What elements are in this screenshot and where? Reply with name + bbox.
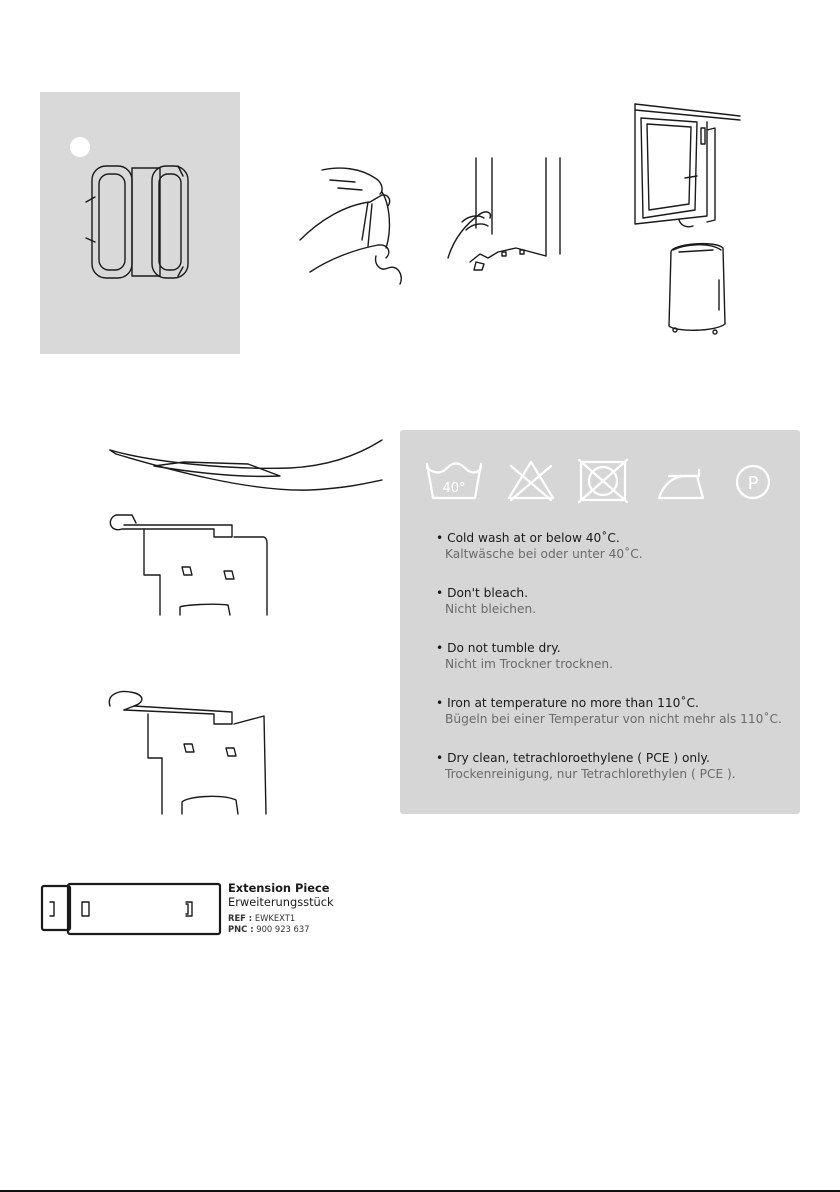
adapter-left-ring [92,166,132,278]
extension-subtitle: Erweiterungsstück [228,895,334,909]
ac-unit-wheel-2 [713,330,717,334]
bracket-1-left-edge [144,529,160,615]
no-bleach-icon [509,462,553,500]
care-item-dry-clean [436,750,786,782]
bracket-hole-2 [520,250,524,254]
bracket-1-hole-b [224,571,234,579]
ac-unit-wheel-1 [673,328,677,332]
iron-handle [669,470,699,476]
care-item-de: Nicht bleichen. [445,602,537,616]
bracket-2-slot [182,796,238,814]
bracket-1-hole-a [182,567,192,575]
seal-adapter-panel [40,92,240,354]
bracket-2-hook [109,692,142,710]
ac-unit-panel [679,250,713,252]
care-item-en: • Don't bleach. [436,586,529,600]
extension-ref-value: EWKEXT1 [254,913,296,923]
iron-body [659,476,703,498]
adapter-left-inner [99,174,125,270]
foam-seal-strip-illustration [110,432,385,494]
extension-ref-label: REF : [228,913,253,923]
seal-adapter-illustration [40,92,240,354]
adapter-right-inner [159,174,181,270]
care-item-en: • Iron at temperature no more than 110˚C. [436,696,699,710]
extension-pnc [228,924,334,935]
care-item-de: Nicht im Trockner trocknen. [445,657,613,671]
bracket-2-hole-b [226,748,236,756]
care-item-en: • Do not tumble dry. [436,641,561,655]
bracket-foot [474,262,484,270]
extension-body [68,884,220,934]
window-and-unit-illustration [635,100,745,345]
hand-inserting-bracket-illustration [440,158,560,288]
no-tumble-dry-icon [579,460,627,502]
extension-end-slot [50,902,54,916]
ac-unit-body [669,244,725,331]
upper-arm [300,195,390,240]
wash-water-line [427,464,481,473]
wash-temp-label: 40° [442,481,466,496]
extension-title: Extension Piece [228,881,330,895]
step-marker-circle [70,137,90,157]
extension-end-cap [42,886,70,930]
lower-arm [310,245,389,272]
care-item-wash [436,530,786,562]
foam-edge [362,202,372,246]
window-latch [701,128,705,144]
care-item-de: Trockenreinigung, nur Tetrachlorethylen ( PCE ). [445,767,736,781]
window-frame-lines [476,158,560,256]
bracket-1-hook [110,515,232,537]
dry-clean-letter: P [747,473,759,494]
extension-piece-illustration [40,882,222,936]
bracket-2-hole-a [184,744,194,752]
window-bracket-illustration-2 [104,686,269,816]
bracket-1-hook-top [116,515,136,523]
arm-and-hand [448,212,490,258]
care-item-iron [436,695,786,727]
window-frame-side [707,128,715,222]
bracket-1-right-edge [234,537,267,615]
bleach-triangle [509,462,553,498]
extension-pnc-label: PNC : [228,924,254,934]
care-item-tumble-dry [436,640,786,672]
upper-fingers [330,180,362,190]
adapter-right-ring [152,166,188,278]
bracket-body [470,248,546,262]
care-item-de: Bügeln bei einer Temperatur von nicht mehr als 110˚C. [445,712,782,726]
bracket-2-arm [124,706,232,724]
bracket-2-left-edge [148,714,162,814]
adapter-left-clip [86,197,95,242]
care-instructions-list [436,530,786,805]
foam-strip [382,192,389,248]
care-item-en: • Cold wash at or below 40˚C. [436,531,620,545]
iron-icon [659,470,703,498]
wash-40-icon [427,464,481,499]
care-item-bleach [436,585,786,617]
extension-slot-right [186,902,192,916]
dry-clean-p-icon [737,466,769,498]
bracket-2-right-edge [234,716,266,814]
extension-piece-info [228,881,334,935]
bracket-1-slot [180,604,230,615]
window-bracket-illustration-1 [104,505,269,617]
upper-hand [322,168,382,194]
hose-outlet [679,220,693,227]
extension-slot-left [82,902,89,916]
washing-symbols-row [425,458,785,504]
lower-hand [376,256,402,284]
window-sill-top [635,104,740,120]
extension-pnc-value: 900 923 637 [256,924,310,934]
window-glass-inner [647,124,691,210]
seal-strip-cutout [154,462,280,476]
bracket-hole-1 [502,252,506,256]
care-item-de: Kaltwäsche bei oder unter 40˚C. [445,547,643,561]
hands-attaching-foam-illustration [300,160,420,290]
care-item-en: • Dry clean, tetrachloroethylene ( PCE ) only. [436,751,710,765]
extension-ref [228,913,334,924]
adapter-body [132,168,160,276]
